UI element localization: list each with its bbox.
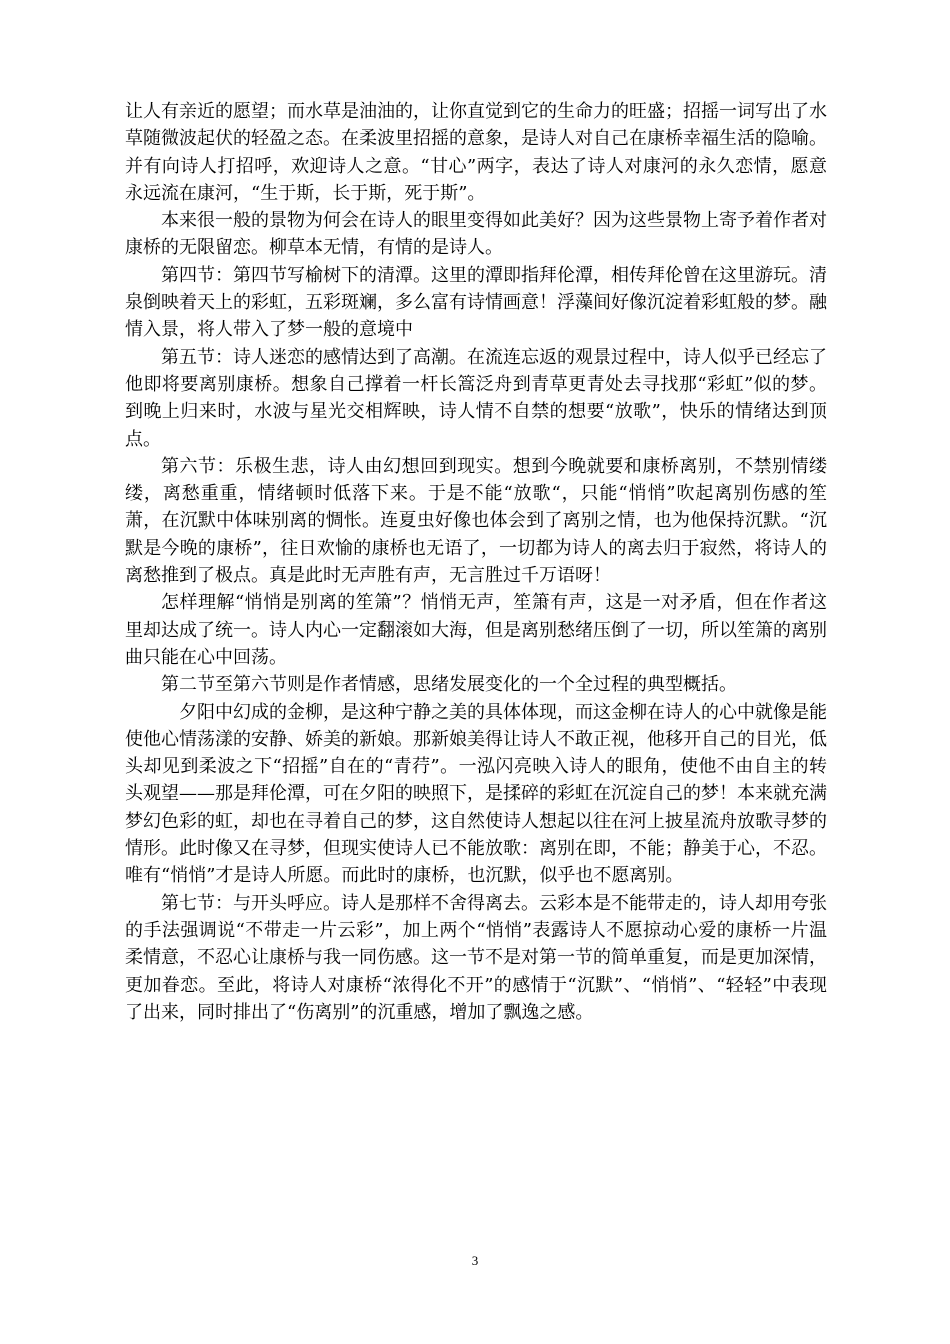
paragraph-6: 怎样理解“悄悄是别离的笙箫”？悄悄无声，笙箫有声，这是一对矛盾，但在作者这里却达成了统一。诗人内心一定翻滚如大海，但是离别愁绪压倒了一切，所以笙箫的离别曲只能在心中回荡。 [125, 592, 827, 668]
paragraph-7: 第二节至第六节则是作者情感，思绪发展变化的一个全过程的典型概括。 [161, 674, 737, 696]
paragraph-9: 第七节：与开头呼应。诗人是那样不舍得离去。云彩本是不能带走的，诗人却用夸张的手法强调说“不带走一片云彩”，加上两个“悄悄”表露诗人不愿掠动心爱的康桥一片温柔情意，不忍心让康桥与我一同伤感。这一节不是对第一节的简单重复，而是更加深情，更加眷恋。至此，将诗人对康桥“浓得化不开”的感情于“沉默”、“悄悄”、“轻轻”中表现了出来，同时排出了“伤离别”的沉重感，增加了飘逸之感。 [125, 892, 827, 1023]
paragraph-1: 让人有亲近的愿望；而水草是油油的，让你直觉到它的生命力的旺盛；招摇一词写出了水草随微波起伏的轻盈之态。在柔波里招摇的意象，是诗人对自己在康桥幸福生活的隐喻。并有向诗人打招呼，欢迎诗人之意。“甘心”两字，表达了诗人对康河的永久恋情，愿意永远流在康河，“生于斯，长于斯，死于斯”。 [125, 101, 827, 204]
paragraph-3: 第四节：第四节写榆树下的清潭。这里的潭即指拜伦潭，相传拜伦曾在这里游玩。清泉倒映着天上的彩虹，五彩斑斓，多么富有诗情画意！浮藻间好像沉淀着彩虹般的梦。融情入景，将人带入了梦一般的意境中 [125, 264, 827, 341]
paragraph-8: 夕阳中幻成的金柳，是这种宁静之美的具体体现，而这金柳在诗人的心中就像是能使他心情荡漾的安静、娇美的新娘。那新娘美得让诗人不敢正视，他移开自己的目光，低头却见到柔波之下“招摇”自在的“青荇”。一泓闪亮映入诗人的眼角，使他不由自主的转头观望——那是拜伦潭，可在夕阳的映照下，是揉碎的彩虹在沉淀自己的梦！本来就充满梦幻色彩的虹，却也在寻着自己的梦，这自然使诗人想起以往在河上披星流舟放歌寻梦的情形。此时像又在寻梦，但现实使诗人已不能放歌：离别在即，不能；静美于心，不忍。唯有“悄悄”才是诗人所愿。而此时的康桥，也沉默，似乎也不愿离别。 [125, 701, 827, 887]
document-body [125, 98, 827, 1026]
paragraph-2: 本来很一般的景物为何会在诗人的眼里变得如此美好？因为这些景物上寄予着作者对康桥的无限留恋。柳草本无情，有情的是诗人。 [125, 210, 827, 259]
paragraph-4: 第五节：诗人迷恋的感情达到了高潮。在流连忘返的观景过程中，诗人似乎已经忘了他即将要离别康桥。想象自己撑着一杆长篙泛舟到青草更青处去寻找那“彩虹”似的梦。到晚上归来时，水波与星光交相辉映，诗人情不自禁的想要“放歌”，快乐的情绪达到顶点。 [125, 346, 827, 450]
page-number: 3 [471, 1253, 479, 1268]
paragraph-5: 第六节：乐极生悲，诗人由幻想回到现实。想到今晚就要和康桥离别，不禁别情缕缕，离愁重重，情绪顿时低落下来。于是不能“放歌“，只能“悄悄”吹起离别伤感的笙萧，在沉默中体味别离的惆怅。连夏虫好像也体会到了离别之情，也为他保持沉默。“沉默是今晚的康桥”，往日欢愉的康桥也无语了，一切都为诗人的离去归于寂然，将诗人的离愁推到了极点。真是此时无声胜有声，无言胜过千万语呀！ [125, 455, 827, 587]
